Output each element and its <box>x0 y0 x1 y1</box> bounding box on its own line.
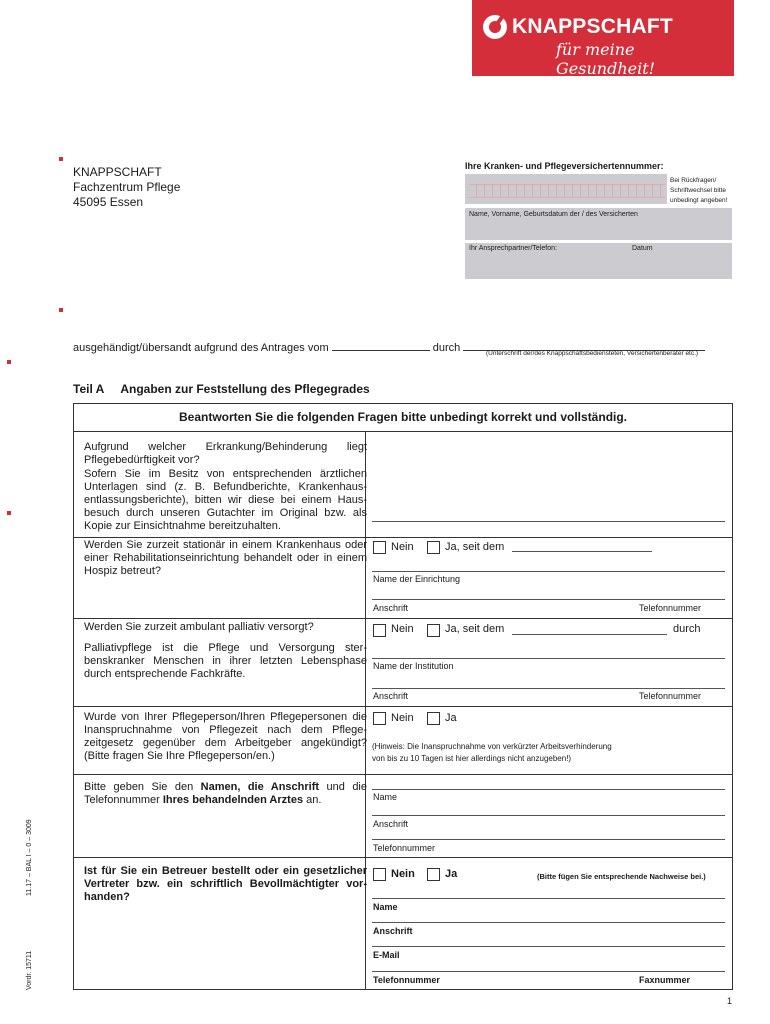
q6-note: (Bitte fügen Sie entsprechende Nachweise bei.) <box>537 872 706 881</box>
section-heading: Angaben zur Feststellung des Pflegegrades <box>120 382 370 396</box>
q2-facility-field[interactable] <box>372 571 725 572</box>
logo-word: KNAPPSCHAFT <box>512 15 673 38</box>
q5-phone-field[interactable] <box>372 839 725 840</box>
q4-yes-checkbox[interactable] <box>427 712 440 725</box>
section-title <box>73 382 370 396</box>
q2-no-label: Nein <box>391 541 414 553</box>
row-divider <box>73 857 733 858</box>
signature-note: (Unterschrift der/des Knappschaftsbediensteten, Versichertenberater etc.) <box>486 350 699 357</box>
side-note-line: unbedingt angeben! <box>670 197 728 204</box>
q3-institution-field[interactable] <box>372 658 725 659</box>
q5-name-label: Name <box>373 792 398 802</box>
q3-since-field[interactable] <box>512 634 667 635</box>
page-number: 1 <box>727 996 733 1006</box>
form-number: Vordr. 15711 <box>26 950 33 990</box>
q6-yes-label: Ja <box>445 868 458 880</box>
q6-name-label: Name <box>373 902 398 912</box>
q3-no-label: Nein <box>391 623 414 635</box>
q5-address-label: Anschrift <box>373 819 409 829</box>
q1-answer-field[interactable] <box>372 521 725 522</box>
q6-question: Ist für Sie ein Betreuer bestellt oder ein gesetzlicher Vertreter bzw. ein schriftlich Bevollmächtigter vor-handen? <box>84 865 367 903</box>
q4-hint-2: von bis zu 10 Tagen ist hier allerdings nicht anzugeben!) <box>372 754 572 763</box>
q5-text: an. <box>303 794 322 806</box>
q3-question <box>84 621 367 681</box>
insurance-side-note <box>670 176 727 206</box>
q3-text2: Palliativpflege ist die Pflege und Versorgung ster-benskranker Menschen in ihrer letzten Lebensphase durch entsprechende Fachkräfte. <box>84 642 367 680</box>
issued-by: durch <box>432 342 461 354</box>
q3-address-field[interactable] <box>372 688 725 689</box>
row-divider <box>73 774 733 775</box>
row-divider <box>73 618 733 619</box>
fold-mark <box>7 360 11 364</box>
section-label: Teil A <box>73 382 105 396</box>
q2-facility-label: Name der Einrichtung <box>373 574 461 584</box>
q2-since-field[interactable] <box>512 551 652 552</box>
row-divider <box>73 537 733 538</box>
q6-fax-label: Faxnummer <box>639 975 691 985</box>
q2-no-checkbox[interactable] <box>373 541 386 554</box>
date-label: Datum <box>632 245 653 252</box>
row-divider <box>73 706 733 707</box>
q3-address-label: Anschrift <box>373 691 409 701</box>
q6-email-field[interactable] <box>372 946 725 947</box>
q5-text-bold: Namen, die Anschrift <box>200 781 320 793</box>
issued-text: ausgehändigt/übersandt aufgrund des Antrages vom <box>73 342 329 354</box>
q6-phone-field[interactable] <box>372 971 725 972</box>
q3-phone-label: Telefonnummer <box>639 691 702 701</box>
q4-no-label: Nein <box>391 712 414 724</box>
q3-no-checkbox[interactable] <box>373 624 386 637</box>
q2-address-label: Anschrift <box>373 603 409 613</box>
q3-text: Werden Sie zurzeit ambulant palliativ versorgt? <box>84 621 314 633</box>
q2-address-field[interactable] <box>372 599 725 600</box>
logo-tagline: für meine Gesundheit! <box>556 40 656 78</box>
q4-no-checkbox[interactable] <box>373 712 386 725</box>
address-line: 45095 Essen <box>73 195 144 209</box>
q5-question <box>84 781 367 807</box>
q2-phone-label: Telefonnummer <box>639 603 702 613</box>
side-note-line: Schriftwechsel bitte <box>670 187 726 194</box>
q3-by-label: durch <box>673 623 701 635</box>
q5-address-field[interactable] <box>372 815 725 816</box>
fold-mark <box>59 157 63 161</box>
q2-yes-label: Ja, seit dem <box>445 541 505 553</box>
q3-yes-checkbox[interactable] <box>427 624 440 637</box>
insurance-number-label: Ihre Kranken- und Pflegeversichertennummer: <box>465 161 664 171</box>
insured-name-label: Name, Vorname, Geburtsdatum der / des Versicherten <box>469 211 638 218</box>
address-line: Fachzentrum Pflege <box>73 180 181 194</box>
form-heading: Beantworten Sie die folgenden Fragen bitte unbedingt korrekt und vollständig. <box>73 403 733 432</box>
q1-text: Aufgrund welcher Erkrankung/Behinderung liegt Pflegebedürftigkeit vor? <box>84 441 367 466</box>
recipient-address <box>73 165 180 210</box>
q4-hint-1: (Hinweis: Die Inanspruchnahme von verkürzter Arbeitsverhinderung <box>372 742 612 751</box>
side-note-line: Bei Rückfragen/ <box>670 177 717 184</box>
q5-text: Bitte geben Sie den <box>84 781 201 793</box>
application-date-field[interactable] <box>332 340 430 351</box>
address-line: KNAPPSCHAFT <box>73 165 162 179</box>
form-code: 11.17 – BAL I – 0 – 3009 <box>26 819 33 896</box>
insurance-number-field[interactable] <box>465 174 667 204</box>
contact-label: Ihr Ansprechpartner/Telefon: <box>469 245 557 252</box>
q3-institution-label: Name der Institution <box>373 661 454 671</box>
q3-yes-label: Ja, seit dem <box>445 623 505 635</box>
q4-yes-label: Ja <box>445 712 457 724</box>
knappschaft-logo <box>472 0 734 76</box>
q6-yes-checkbox[interactable] <box>427 868 440 881</box>
q2-question: Werden Sie zurzeit stationär in einem Krankenhaus oder einer Rehabilitationseinrichtung behandelt oder in einem Hospiz betreut? <box>84 539 367 577</box>
fold-mark <box>7 511 11 515</box>
q6-address-label: Anschrift <box>373 926 413 936</box>
q5-text: und die Telefonnummer <box>84 781 367 806</box>
q1-question <box>84 441 367 533</box>
q6-address-field[interactable] <box>372 922 725 923</box>
q5-text-bold: Ihres behandelnden Arztes <box>162 794 304 806</box>
q6-phone-label: Telefonnummer <box>373 975 440 985</box>
q2-yes-checkbox[interactable] <box>427 541 440 554</box>
q6-name-field[interactable] <box>372 898 725 899</box>
q6-no-checkbox[interactable] <box>373 868 386 881</box>
q5-phone-label: Telefonnummer <box>373 843 436 853</box>
q6-no-label: Nein <box>391 868 415 880</box>
q1-text2: Sofern Sie im Besitz von entsprechenden ärztlichen Unterlagen sind (z. B. Befundberichte, Krankenhaus-entlassungsberichte), bitten wir diese bei einem Haus-besuch durch unseren Gutachter im Original bzw. als Kopie zur Einsichtnahme bereitzuhalten. <box>84 468 367 532</box>
contact-field[interactable] <box>465 243 732 279</box>
fold-mark <box>59 308 63 312</box>
q6-email-label: E-Mail <box>373 950 400 960</box>
q4-question: Wurde von Ihrer Pflegeperson/Ihren Pflegepersonen die Inanspruchnahme von Pflegezeit nach dem Pflege-zeitgesetz gegenüber dem Arbeitgeber angekündigt? (Bitte fragen Sie Ihre Pflegeperson/en.) <box>84 711 367 762</box>
insured-name-field[interactable] <box>465 208 732 240</box>
q5-name-field[interactable] <box>372 789 725 790</box>
digit-boxes <box>469 184 665 198</box>
logo-mark-icon <box>482 14 508 40</box>
